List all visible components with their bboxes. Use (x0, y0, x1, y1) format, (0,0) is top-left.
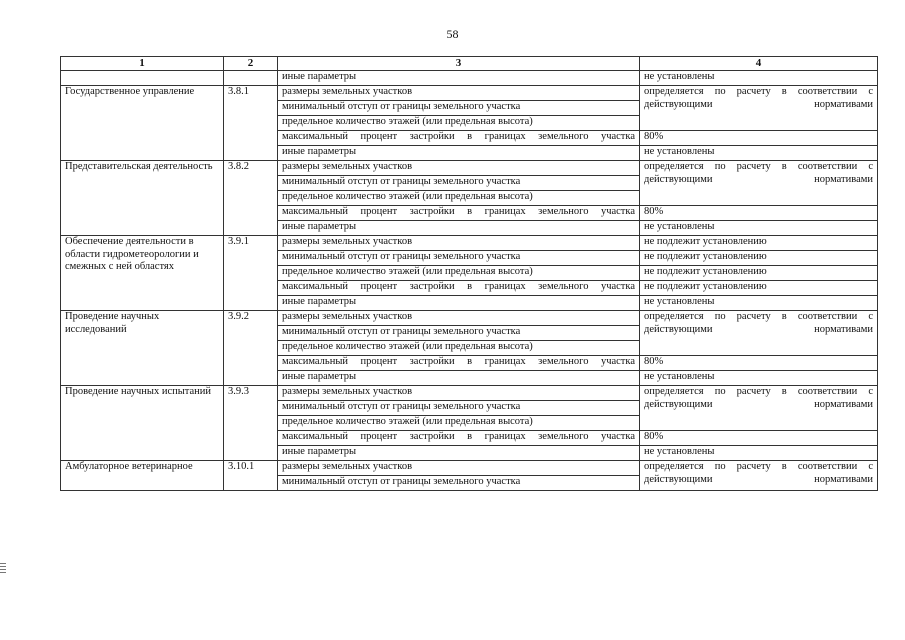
use-type-name: Проведение научных исследований (61, 311, 224, 386)
parameter-value: 80% (640, 131, 878, 146)
use-type-code (224, 71, 278, 86)
parameter-value-merged: определяется по расчету в соответствии с действующими нормативами (640, 311, 878, 356)
parameter-label: минимальный отступ от границы земельного участка (278, 251, 640, 266)
parameter-label: размеры земельных участков (278, 311, 640, 326)
parameter-label: предельное количество этажей (или предельная высота) (278, 191, 640, 206)
parameter-label: предельное количество этажей (или предельная высота) (278, 341, 640, 356)
parameter-value: не установлены (640, 146, 878, 161)
use-type-code: 3.9.1 (224, 236, 278, 311)
parameter-label: предельное количество этажей (или предельная высота) (278, 266, 640, 281)
parameter-label: размеры земельных участков (278, 236, 640, 251)
parameter-label: максимальный процент застройки в границах земельного участка (278, 206, 640, 221)
table-row (61, 236, 878, 251)
scan-edge-marks (0, 563, 6, 575)
use-type-name (61, 71, 224, 86)
column-header: 2 (224, 57, 278, 71)
table-row (61, 386, 878, 401)
parameter-label: иные параметры (278, 146, 640, 161)
parameter-value: не установлены (640, 446, 878, 461)
parameter-label: размеры земельных участков (278, 161, 640, 176)
parameter-label: иные параметры (278, 446, 640, 461)
parameter-label: максимальный процент застройки в границах земельного участка (278, 356, 640, 371)
table-row (61, 461, 878, 476)
parameter-label: минимальный отступ от границы земельного участка (278, 401, 640, 416)
parameter-label: максимальный процент застройки в границах земельного участка (278, 281, 640, 296)
parameter-value: 80% (640, 206, 878, 221)
parameter-label: предельное количество этажей (или предельная высота) (278, 116, 640, 131)
parameter-value-merged: определяется по расчету в соответствии с действующими нормативами (640, 86, 878, 131)
parameter-label: минимальный отступ от границы земельного участка (278, 101, 640, 116)
parameter-label: размеры земельных участков (278, 86, 640, 101)
parameter-value-merged: определяется по расчету в соответствии с действующими нормативами (640, 461, 878, 491)
parameter-label: иные параметры (278, 221, 640, 236)
parameter-value: не установлены (640, 71, 878, 86)
table-body (61, 71, 878, 491)
parameter-value: 80% (640, 356, 878, 371)
parameter-value: не установлены (640, 221, 878, 236)
use-type-name: Представительская деятельность (61, 161, 224, 236)
parameters-table (60, 56, 878, 491)
use-type-code: 3.9.2 (224, 311, 278, 386)
parameter-value: не подлежит установлению (640, 281, 878, 296)
use-type-name: Амбулаторное ветеринарное (61, 461, 224, 491)
parameter-label: размеры земельных участков (278, 386, 640, 401)
column-header: 1 (61, 57, 224, 71)
parameter-value: не установлены (640, 371, 878, 386)
column-header: 3 (278, 57, 640, 71)
table-row (61, 311, 878, 326)
parameter-label: минимальный отступ от границы земельного участка (278, 176, 640, 191)
parameter-label: максимальный процент застройки в границах земельного участка (278, 431, 640, 446)
table-row (61, 71, 878, 86)
use-type-code: 3.9.3 (224, 386, 278, 461)
parameter-label: максимальный процент застройки в границах земельного участка (278, 131, 640, 146)
parameter-label: размеры земельных участков (278, 461, 640, 476)
use-type-code: 3.8.2 (224, 161, 278, 236)
parameter-value: не подлежит установлению (640, 236, 878, 251)
parameter-label: минимальный отступ от границы земельного участка (278, 476, 640, 491)
column-header: 4 (640, 57, 878, 71)
use-type-code: 3.10.1 (224, 461, 278, 491)
use-type-name: Государственное управление (61, 86, 224, 161)
parameter-label: минимальный отступ от границы земельного участка (278, 326, 640, 341)
use-type-code: 3.8.1 (224, 86, 278, 161)
parameter-value: не подлежит установлению (640, 251, 878, 266)
parameter-label: иные параметры (278, 371, 640, 386)
parameter-value: не подлежит установлению (640, 266, 878, 281)
parameter-label: предельное количество этажей (или предельная высота) (278, 416, 640, 431)
parameter-value-merged: определяется по расчету в соответствии с действующими нормативами (640, 161, 878, 206)
page-number: 58 (446, 27, 459, 41)
use-type-name: Обеспечение деятельности в области гидрометеорологии и смежных с ней областях (61, 236, 224, 311)
use-type-name: Проведение научных испытаний (61, 386, 224, 461)
parameter-label: иные параметры (278, 296, 640, 311)
parameter-label: иные параметры (278, 71, 640, 86)
parameter-value: не установлены (640, 296, 878, 311)
parameter-value-merged: определяется по расчету в соответствии с действующими нормативами (640, 386, 878, 431)
table-header-row (61, 57, 878, 71)
table-row (61, 86, 878, 101)
table-row (61, 161, 878, 176)
parameter-value: 80% (640, 431, 878, 446)
